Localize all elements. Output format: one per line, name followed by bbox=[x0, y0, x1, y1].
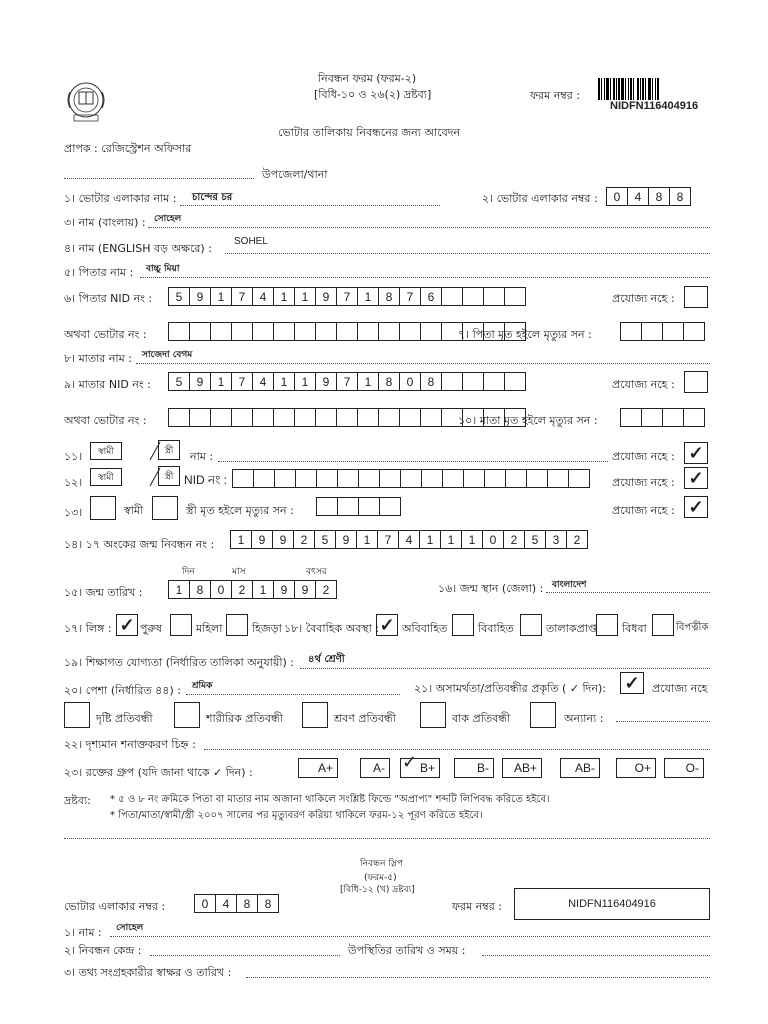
disability-physical-checkbox[interactable] bbox=[174, 702, 200, 728]
mother-nid-digit-box[interactable]: 7 bbox=[336, 372, 358, 391]
dob-digit-box[interactable]: 9 bbox=[294, 580, 316, 599]
father-nid-label: ৬। পিতার NID নং : bbox=[64, 292, 153, 305]
father-voter-digit-box[interactable] bbox=[189, 322, 211, 341]
wife-death-digit-box[interactable] bbox=[358, 497, 380, 516]
mother-voter-digit-box[interactable] bbox=[273, 408, 295, 427]
birthplace-label: ১৬। জন্ম স্থান (জেলা) : bbox=[438, 582, 544, 595]
spouse-name-label: নাম : bbox=[190, 450, 214, 463]
dob-digit-box[interactable]: 8 bbox=[189, 580, 211, 599]
slip-form: (ফরম-৫) bbox=[364, 873, 397, 883]
father-nid-digit-box[interactable]: 1 bbox=[294, 287, 316, 306]
wife-na-checkbox[interactable]: ✓ bbox=[684, 496, 708, 518]
spouse-nid-digit-box[interactable] bbox=[442, 469, 464, 488]
dob-digit-box[interactable]: 9 bbox=[273, 580, 295, 599]
disability-physical-label: শারীরিক প্রতিবন্ধী bbox=[206, 712, 283, 725]
mother-nid-digit-box[interactable]: 4 bbox=[252, 372, 274, 391]
gender-male-label: পুরুষ bbox=[140, 622, 162, 635]
date-header-month: মাস bbox=[232, 567, 246, 577]
disability-other-label: অন্যান্য : bbox=[564, 712, 604, 725]
education-value[interactable]: ৪র্থ শ্রেণী bbox=[308, 654, 345, 665]
father-nid-digit-box[interactable]: 9 bbox=[189, 287, 211, 306]
identification-mark-label: ২২। দৃশ্যমান শনাক্তকরণ চিহ্ন : bbox=[64, 738, 196, 751]
note-1: * ৫ ও ৮ নং ক্রমিকে পিতা বা মাতার নাম অজানা থাকিলে সংশ্লিষ্ট ফিল্ডে "অপ্রাপ্য" শব্দটি লিপিবদ্ধ করিতে হইবে। bbox=[110, 794, 550, 805]
name-bangla-label: ৩। নাম (বাংলায়) : bbox=[64, 216, 146, 229]
mother-na-checkbox[interactable] bbox=[684, 371, 708, 393]
wife-box-2[interactable]: স্ত্রী bbox=[158, 466, 180, 486]
father-nid-digit-box[interactable]: 1 bbox=[210, 287, 232, 306]
marital-widow-label: বিধবা bbox=[622, 622, 647, 635]
blood-group-a-neg[interactable]: A- bbox=[360, 758, 390, 778]
gender-third-label: হিজড়া bbox=[252, 622, 282, 635]
spouse-nid-digit-box[interactable] bbox=[274, 469, 296, 488]
dob-digit-box[interactable]: 2 bbox=[231, 580, 253, 599]
father-nid-digit-box[interactable]: 1 bbox=[273, 287, 295, 306]
mother-voter-digit-box[interactable] bbox=[294, 408, 316, 427]
blood-group-ab-neg[interactable]: AB- bbox=[560, 758, 600, 778]
mother-voter-digit-box[interactable] bbox=[336, 408, 358, 427]
father-nid-digit-box[interactable]: 9 bbox=[315, 287, 337, 306]
application-title: ভোটার তালিকায় নিবন্ধনের জন্য আবেদন bbox=[278, 126, 461, 139]
father-voter-digit-box[interactable] bbox=[231, 322, 253, 341]
gender-label: ১৭। লিঙ্গ : bbox=[64, 622, 112, 635]
father-voter-digit-box[interactable] bbox=[210, 322, 232, 341]
mother-death-digit-box[interactable] bbox=[662, 408, 684, 427]
birth-reg-digit-box[interactable]: 1 bbox=[461, 530, 483, 549]
birth-reg-digit-box[interactable]: 1 bbox=[230, 530, 252, 549]
father-voter-digit-box[interactable] bbox=[168, 322, 190, 341]
father-na-checkbox[interactable] bbox=[684, 286, 708, 308]
spouse-nid-digit-box[interactable] bbox=[421, 469, 443, 488]
father-nid-digit-box[interactable]: 1 bbox=[357, 287, 379, 306]
father-death-year-label: ৭। পিতা মৃত হইলে মৃত্যুর সন : bbox=[458, 328, 592, 341]
father-nid-digit-box[interactable] bbox=[483, 287, 505, 306]
spouse-nid-digit-box[interactable] bbox=[337, 469, 359, 488]
husband-box-2[interactable]: স্বামী bbox=[90, 468, 122, 486]
wife-checkbox[interactable] bbox=[152, 496, 178, 520]
form-number-label: ফরম নম্বর : bbox=[530, 89, 580, 102]
slip-attendance-label: উপস্থিতির তারিখ ও সময় : bbox=[348, 944, 466, 957]
recipient: প্রাপক : রেজিস্ট্রেশন অফিসার bbox=[64, 142, 192, 155]
spouse-nid-digit-box[interactable] bbox=[484, 469, 506, 488]
dob-digit-box[interactable]: 1 bbox=[168, 580, 190, 599]
spouse-na-label: প্রযোজ্য নহে : bbox=[612, 450, 675, 463]
spouse-nid-na-checkbox[interactable]: ✓ bbox=[684, 467, 708, 489]
wife-death-digit-box[interactable] bbox=[379, 497, 401, 516]
father-name-value[interactable]: বাচ্চু মিয়া bbox=[146, 264, 180, 274]
slip-title: নিবন্ধন স্লিপ bbox=[360, 859, 403, 869]
date-header-year: বৎসর bbox=[306, 567, 327, 577]
dob-boxes[interactable] bbox=[168, 580, 336, 599]
marital-divorced-checkbox[interactable] bbox=[520, 614, 542, 636]
spouse-nid-digit-box[interactable] bbox=[358, 469, 380, 488]
mother-nid-digit-box[interactable]: 0 bbox=[399, 372, 421, 391]
mother-nid-digit-box[interactable] bbox=[483, 372, 505, 391]
disability-speech-label: বাক প্রতিবন্ধী bbox=[452, 712, 511, 725]
disability-speech-checkbox[interactable] bbox=[420, 702, 446, 728]
disability-hearing-label: শ্রবণ প্রতিবন্ধী bbox=[334, 712, 396, 725]
slip-area-no-label: ভোটার এলাকার নম্বর : bbox=[64, 900, 166, 913]
mother-voter-digit-box[interactable] bbox=[231, 408, 253, 427]
spouse-nid-digit-box[interactable] bbox=[295, 469, 317, 488]
wife-box[interactable]: স্ত্রী bbox=[158, 440, 180, 460]
father-death-digit-box[interactable] bbox=[662, 322, 684, 341]
slip-rule: [বিধি-১২ (খ) দ্রষ্টব্য] bbox=[340, 885, 415, 895]
mother-nid-digit-box[interactable]: 9 bbox=[315, 372, 337, 391]
mother-voter-digit-box[interactable] bbox=[168, 408, 190, 427]
dob-digit-box[interactable]: 1 bbox=[252, 580, 274, 599]
birth-reg-digit-box[interactable]: 4 bbox=[398, 530, 420, 549]
slip-area-digit-box[interactable]: 0 bbox=[194, 894, 216, 913]
father-voter-digit-box[interactable] bbox=[252, 322, 274, 341]
mother-nid-digit-box[interactable] bbox=[504, 372, 526, 391]
disability-label: ২১। অসামর্থতা/প্রতিবন্ধীর প্রকৃতি ( ✓ দিন): bbox=[414, 682, 607, 695]
voter-area-name-label: ১। ভোটার এলাকার নাম : bbox=[64, 192, 177, 205]
form-rule: [বিধি-১০ ও ২৬(২) দ্রষ্টব্য] bbox=[314, 88, 432, 101]
occupation-value[interactable]: শ্রমিক bbox=[192, 681, 213, 691]
mother-death-year-boxes[interactable] bbox=[620, 408, 704, 427]
marital-unmarried-checkbox[interactable]: ✓ bbox=[376, 614, 398, 636]
mother-nid-boxes[interactable] bbox=[168, 372, 525, 391]
blood-group-o-negpos[interactable]: O+ bbox=[616, 758, 656, 778]
voter-area-digit-box[interactable]: 8 bbox=[669, 187, 691, 206]
name-english-label: ৪। নাম (ENGLISH বড় অক্ষরে) : bbox=[64, 242, 212, 255]
blood-group-b-negpos[interactable]: B+ bbox=[400, 758, 440, 778]
mother-voter-digit-box[interactable] bbox=[315, 408, 337, 427]
mother-nid-digit-box[interactable]: 7 bbox=[231, 372, 253, 391]
slip-area-no-boxes[interactable] bbox=[194, 894, 278, 913]
birth-reg-digit-box[interactable]: 9 bbox=[251, 530, 273, 549]
birth-reg-digit-box[interactable]: 5 bbox=[524, 530, 546, 549]
father-nid-digit-box[interactable] bbox=[441, 287, 463, 306]
wife-na-label: প্রযোজ্য নহে : bbox=[612, 504, 675, 517]
father-death-digit-box[interactable] bbox=[620, 322, 642, 341]
father-nid-digit-box[interactable]: 5 bbox=[168, 287, 190, 306]
mother-name-label: ৮। মাতার নাম : bbox=[64, 352, 132, 365]
voter-area-name-value[interactable]: চান্দের চর bbox=[192, 192, 233, 203]
name-english-value[interactable]: SOHEL bbox=[234, 236, 268, 247]
disability-na-label: প্রযোজ্য নহে bbox=[652, 682, 708, 695]
gender-female-label: মহিলা bbox=[196, 622, 223, 635]
slip-name-value[interactable]: সোহেল bbox=[116, 923, 144, 933]
birth-reg-label: ১৪। ১৭ অংকের জন্ম নিবন্ধন নং : bbox=[64, 538, 215, 551]
slip-name-label: ১। নাম : bbox=[64, 926, 102, 939]
mother-nid-digit-box[interactable] bbox=[462, 372, 484, 391]
notes-label: দ্রষ্টব্য: bbox=[64, 794, 91, 807]
husband-label: স্বামী bbox=[124, 504, 144, 517]
mother-voter-digit-box[interactable] bbox=[378, 408, 400, 427]
voter-area-digit-box[interactable]: 0 bbox=[606, 187, 628, 206]
wife-death-digit-box[interactable] bbox=[316, 497, 338, 516]
birth-reg-digit-box[interactable]: 2 bbox=[566, 530, 588, 549]
father-death-digit-box[interactable] bbox=[641, 322, 663, 341]
birth-reg-digit-box[interactable]: 1 bbox=[356, 530, 378, 549]
slip-area-digit-box[interactable]: 4 bbox=[215, 894, 237, 913]
disability-other-checkbox[interactable] bbox=[530, 702, 556, 728]
father-voter-digit-box[interactable] bbox=[357, 322, 379, 341]
father-nid-digit-box[interactable] bbox=[504, 287, 526, 306]
father-nid-digit-box[interactable]: 7 bbox=[336, 287, 358, 306]
father-nid-digit-box[interactable]: 4 bbox=[252, 287, 274, 306]
dob-digit-box[interactable]: 2 bbox=[315, 580, 337, 599]
slip-center-label: ২। নিবন্ধন কেন্দ্র : bbox=[64, 944, 142, 957]
spouse-nid-boxes[interactable] bbox=[232, 469, 589, 488]
gender-female-checkbox[interactable] bbox=[170, 614, 192, 636]
mother-nid-digit-box[interactable]: 9 bbox=[189, 372, 211, 391]
spouse-nid-digit-box[interactable] bbox=[463, 469, 485, 488]
mother-voter-digit-box[interactable] bbox=[210, 408, 232, 427]
mother-voter-digit-box[interactable] bbox=[189, 408, 211, 427]
logo-seal bbox=[64, 80, 108, 122]
father-name-label: ৫। পিতার নাম : bbox=[64, 266, 134, 279]
father-voter-digit-box[interactable] bbox=[273, 322, 295, 341]
date-header-day: দিন bbox=[182, 567, 195, 577]
voter-area-digit-box[interactable]: 4 bbox=[627, 187, 649, 206]
birth-reg-digit-box[interactable]: 1 bbox=[419, 530, 441, 549]
occupation-label: ২০। পেশা (নির্ধারিত ৪৪) : bbox=[64, 684, 181, 697]
birth-reg-digit-box[interactable]: 2 bbox=[503, 530, 525, 549]
slip-form-no-box: NIDFN116404916 bbox=[514, 888, 710, 920]
slip-form-no-label: ফরম নম্বর : bbox=[452, 900, 502, 913]
spouse-na-checkbox[interactable]: ✓ bbox=[684, 442, 708, 464]
birth-reg-digit-box[interactable]: 0 bbox=[482, 530, 504, 549]
marital-married-checkbox[interactable] bbox=[452, 614, 474, 636]
wife-death-year-boxes[interactable] bbox=[316, 497, 400, 516]
gender-third-checkbox[interactable] bbox=[226, 614, 248, 636]
mother-na-label: প্রযোজ্য নহে : bbox=[612, 378, 675, 391]
blood-group-ab-negpos[interactable]: AB+ bbox=[502, 758, 542, 778]
marital-label: ১৮। বৈবাহিক অবস্থা : bbox=[284, 622, 380, 635]
blood-group-o-neg[interactable]: O- bbox=[664, 758, 704, 778]
birth-reg-digit-box[interactable]: 9 bbox=[335, 530, 357, 549]
education-label: ১৯। শিক্ষাগত যোগ্যতা (নির্ধারিত তালিকা অনুযায়ী) : bbox=[64, 656, 294, 669]
disability-hearing-checkbox[interactable] bbox=[302, 702, 328, 728]
blood-group-check-icon: ✓ bbox=[402, 752, 418, 773]
row13-number: ১৩। bbox=[64, 506, 83, 519]
mother-nid-digit-box[interactable]: 8 bbox=[378, 372, 400, 391]
birth-reg-boxes[interactable] bbox=[230, 530, 587, 549]
voter-area-number-boxes[interactable] bbox=[606, 187, 690, 206]
mother-nid-digit-box[interactable]: 8 bbox=[420, 372, 442, 391]
father-death-digit-box[interactable] bbox=[683, 322, 705, 341]
voter-area-digit-box[interactable]: 8 bbox=[648, 187, 670, 206]
dob-digit-box[interactable]: 0 bbox=[210, 580, 232, 599]
birth-reg-digit-box[interactable]: 3 bbox=[545, 530, 567, 549]
father-voter-digit-box[interactable] bbox=[315, 322, 337, 341]
spouse-nid-digit-box[interactable] bbox=[526, 469, 548, 488]
row11-number: ১১। bbox=[64, 450, 83, 463]
row12-number: ১২। bbox=[64, 476, 83, 489]
form-number: NIDFN116404916 bbox=[610, 100, 699, 112]
mother-nid-digit-box[interactable] bbox=[441, 372, 463, 391]
spouse-nid-na-label: প্রযোজ্য নহে : bbox=[612, 476, 675, 489]
father-voter-digit-box[interactable] bbox=[378, 322, 400, 341]
upazila-label: উপজেলা/থানা bbox=[262, 168, 328, 181]
marital-widower-checkbox[interactable] bbox=[652, 614, 674, 636]
father-nid-digit-box[interactable]: 8 bbox=[378, 287, 400, 306]
slip-area-digit-box[interactable]: 8 bbox=[236, 894, 258, 913]
father-voter-no-label: অথবা ভোটার নং : bbox=[64, 328, 147, 341]
wife-death-digit-box[interactable] bbox=[337, 497, 359, 516]
note-2: * পিতা/মাতা/স্বামী/স্ত্রী ২০০৭ সালের পর মৃত্যুবরণ করিয়া থাকিলে ফরম-১২ পূরণ করিতে হইবে। bbox=[110, 810, 483, 821]
mother-voter-digit-box[interactable] bbox=[399, 408, 421, 427]
father-voter-digit-box[interactable] bbox=[399, 322, 421, 341]
slip-signature-label: ৩। তথ্য সংগ্রহকারীর স্বাক্ষর ও তারিখ : bbox=[64, 966, 232, 979]
father-na-label: প্রযোজ্য নহে : bbox=[612, 292, 675, 305]
marital-widow-checkbox[interactable] bbox=[596, 614, 618, 636]
mother-voter-digit-box[interactable] bbox=[420, 408, 442, 427]
mother-death-digit-box[interactable] bbox=[620, 408, 642, 427]
spouse-nid-digit-box[interactable] bbox=[253, 469, 275, 488]
mother-voter-no-label: অথবা ভোটার নং : bbox=[64, 414, 147, 427]
marital-widower-label: বিপত্নীক bbox=[676, 622, 709, 633]
birth-reg-digit-box[interactable]: 1 bbox=[440, 530, 462, 549]
father-voter-digit-box[interactable] bbox=[420, 322, 442, 341]
blood-group-a-negpos[interactable]: A+ bbox=[298, 758, 338, 778]
mother-nid-digit-box[interactable]: 1 bbox=[294, 372, 316, 391]
husband-box[interactable]: স্বামী bbox=[90, 442, 122, 460]
spouse-nid-digit-box[interactable] bbox=[232, 469, 254, 488]
spouse-nid-digit-box[interactable] bbox=[400, 469, 422, 488]
father-nid-digit-box[interactable]: 6 bbox=[420, 287, 442, 306]
mother-name-value[interactable]: সাজেদা বেগম bbox=[142, 350, 193, 360]
birth-reg-digit-box[interactable]: 9 bbox=[272, 530, 294, 549]
marital-divorced-label: তালাকপ্রাপ্ত bbox=[546, 622, 597, 635]
father-nid-digit-box[interactable] bbox=[462, 287, 484, 306]
mother-death-digit-box[interactable] bbox=[641, 408, 663, 427]
disability-na-checkbox[interactable]: ✓ bbox=[620, 672, 644, 694]
voter-area-number-label: ২। ভোটার এলাকার নম্বর : bbox=[482, 192, 598, 205]
barcode bbox=[598, 78, 660, 100]
dob-label: ১৫। জন্ম তারিখ : bbox=[64, 586, 143, 599]
slip-area-digit-box[interactable]: 8 bbox=[257, 894, 279, 913]
mother-voter-digit-box[interactable] bbox=[357, 408, 379, 427]
blood-group-label: ২৩। রক্তের গ্রুপ (যদি জানা থাকে ✓ দিন) : bbox=[64, 766, 253, 779]
marital-unmarried-label: অবিবাহিত bbox=[402, 622, 448, 635]
birth-reg-digit-box[interactable]: 2 bbox=[293, 530, 315, 549]
birth-reg-digit-box[interactable]: 5 bbox=[314, 530, 336, 549]
spouse-nid-digit-box[interactable] bbox=[505, 469, 527, 488]
husband-checkbox[interactable] bbox=[90, 496, 116, 520]
wife-death-year-label: স্ত্রী মৃত হইলে মৃত্যুর সন : bbox=[186, 504, 294, 517]
birthplace-value[interactable]: বাংলাদেশ bbox=[552, 580, 587, 590]
spouse-nid-digit-box[interactable] bbox=[568, 469, 590, 488]
form-title: নিবন্ধন ফরম (ফরম-২) bbox=[318, 72, 417, 85]
birth-reg-digit-box[interactable]: 7 bbox=[377, 530, 399, 549]
mother-nid-digit-box[interactable]: 1 bbox=[273, 372, 295, 391]
mother-voter-digit-box[interactable] bbox=[252, 408, 274, 427]
father-voter-digit-box[interactable] bbox=[336, 322, 358, 341]
blood-group-b-neg[interactable]: B- bbox=[454, 758, 494, 778]
name-bangla-value[interactable]: সোহেল bbox=[154, 214, 182, 224]
disability-visual-label: দৃষ্টি প্রতিবন্ধী bbox=[96, 712, 153, 725]
spouse-nid-digit-box[interactable] bbox=[379, 469, 401, 488]
spouse-nid-label: NID নং : bbox=[184, 473, 227, 487]
gender-male-checkbox[interactable]: ✓ bbox=[116, 614, 138, 636]
disability-visual-checkbox[interactable] bbox=[64, 702, 90, 728]
mother-nid-digit-box[interactable]: 1 bbox=[357, 372, 379, 391]
mother-death-year-label: ১০। মাতা মৃত হইলে মৃত্যুর সন : bbox=[458, 414, 598, 427]
mother-nid-digit-box[interactable]: 1 bbox=[210, 372, 232, 391]
mother-death-digit-box[interactable] bbox=[683, 408, 705, 427]
spouse-nid-digit-box[interactable] bbox=[316, 469, 338, 488]
marital-married-label: বিবাহিত bbox=[478, 622, 514, 635]
father-nid-digit-box[interactable]: 7 bbox=[399, 287, 421, 306]
spouse-nid-digit-box[interactable] bbox=[547, 469, 569, 488]
mother-nid-label: ৯। মাতার NID নং : bbox=[64, 378, 151, 391]
father-nid-digit-box[interactable]: 7 bbox=[231, 287, 253, 306]
father-death-year-boxes[interactable] bbox=[620, 322, 704, 341]
mother-nid-digit-box[interactable]: 5 bbox=[168, 372, 190, 391]
father-voter-digit-box[interactable] bbox=[294, 322, 316, 341]
father-nid-boxes[interactable] bbox=[168, 287, 525, 306]
